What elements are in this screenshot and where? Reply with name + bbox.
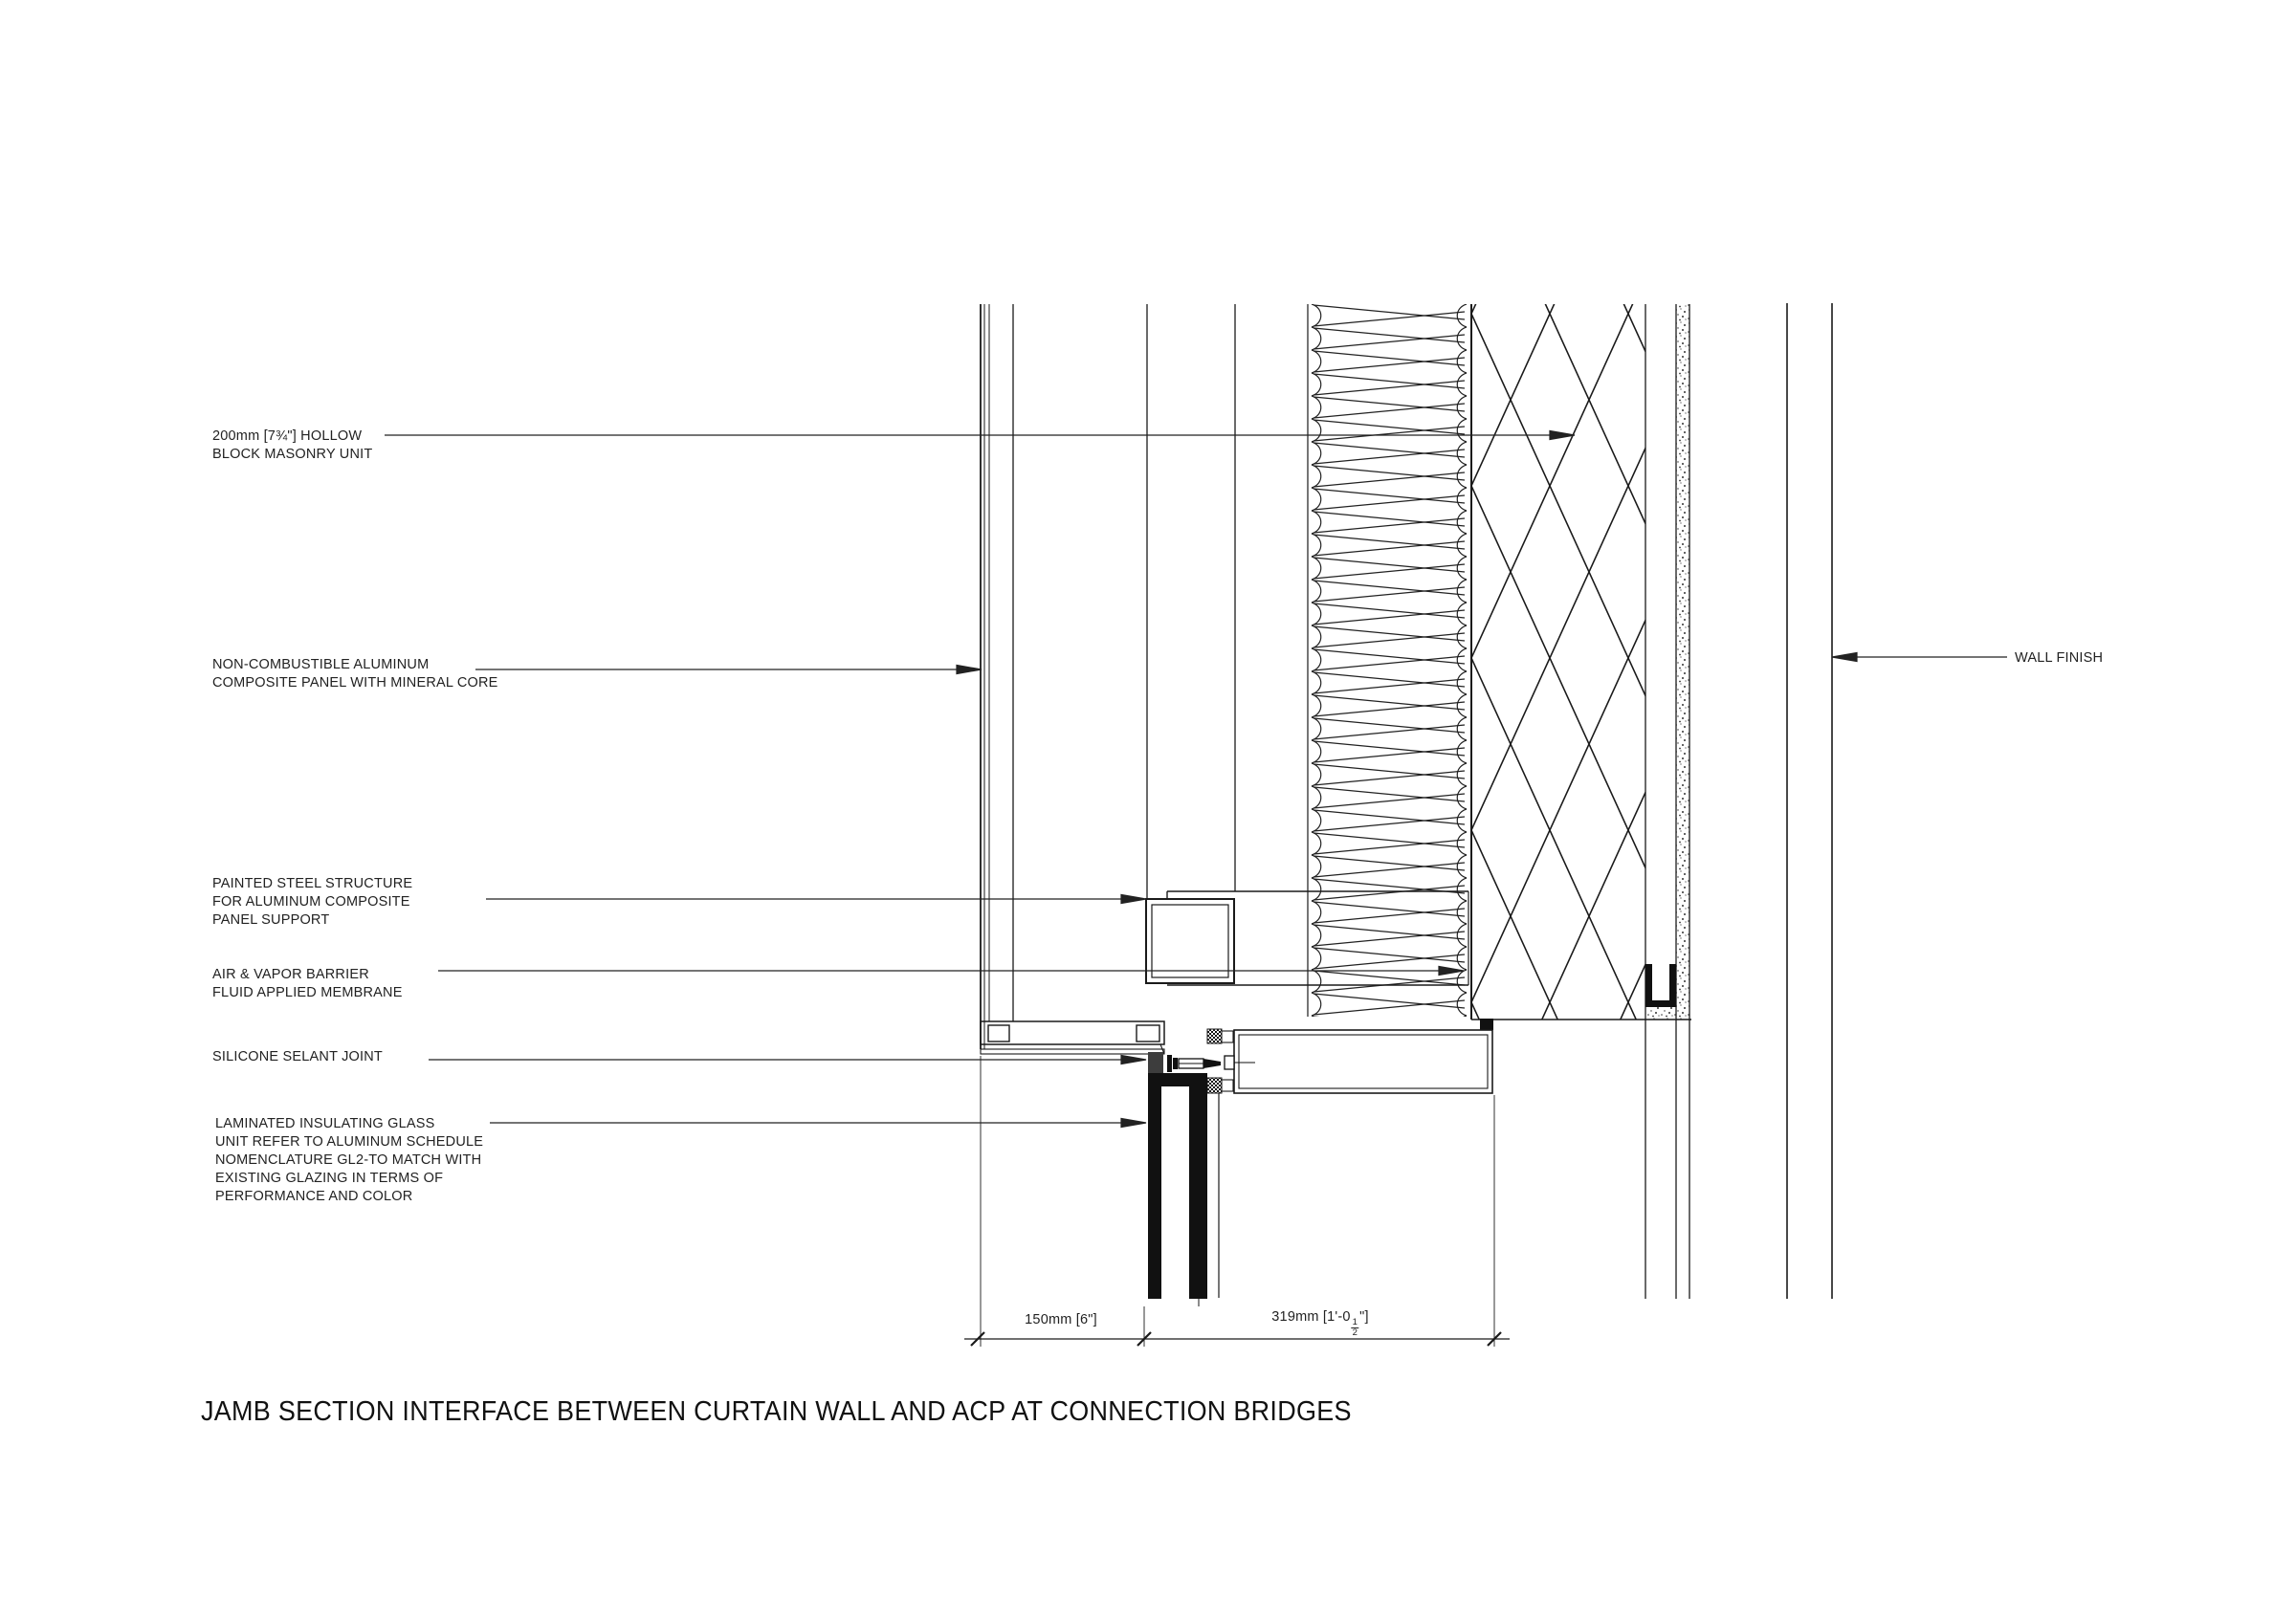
label-wall-finish xyxy=(2015,649,2103,668)
dimension-lines xyxy=(964,1056,1510,1347)
masonry-crosshatch xyxy=(1471,304,1691,1020)
drawing-title: JAMB SECTION INTERFACE BETWEEN CURTAIN WALL AND ACP AT CONNECTION BRIDGES xyxy=(201,1396,1352,1427)
aluminum-tube xyxy=(1234,1030,1492,1093)
acp-bottom-profile xyxy=(981,1021,1164,1054)
insulation-batt-hatch xyxy=(1308,304,1471,1020)
dimension-150mm: 150mm [6"] xyxy=(1025,1312,1097,1327)
label-line: WALL FINISH xyxy=(2015,650,2104,666)
label-line: PERFORMANCE AND COLOR xyxy=(215,1189,413,1204)
label-steel-structure xyxy=(212,875,412,930)
label-vapor-barrier xyxy=(212,966,403,1002)
membrane-end-cap xyxy=(1480,1019,1493,1030)
label-line: NON-COMBUSTIBLE ALUMINUM xyxy=(212,657,430,672)
silicone-joint-block xyxy=(1148,1052,1163,1073)
label-line: UNIT REFER TO ALUMINUM SCHEDULE xyxy=(215,1134,484,1150)
leader-silicone-joint xyxy=(429,1056,1146,1064)
corner-channel xyxy=(1645,964,1676,1020)
label-masonry xyxy=(212,428,372,464)
leader-steel-structure xyxy=(486,895,1146,904)
label-line: EXISTING GLAZING IN TERMS OF xyxy=(215,1171,444,1186)
leader-glass-unit xyxy=(490,1119,1146,1128)
label-glass-unit xyxy=(215,1115,483,1206)
label-line: BLOCK MASONRY UNIT xyxy=(212,447,373,462)
stacked-fraction: $\frac{1}{2}$ xyxy=(1352,1317,1358,1338)
label-line: NOMENCLATURE GL2-TO MATCH WITH xyxy=(215,1152,482,1168)
label-line: PAINTED STEEL STRUCTURE xyxy=(212,876,413,891)
label-line: LAMINATED INSULATING GLASS xyxy=(215,1116,435,1131)
wall-layer-lines xyxy=(1645,303,1832,1299)
label-silicone-joint xyxy=(212,1048,383,1066)
leader-acp-panel xyxy=(475,666,982,674)
dimension-319mm: 319mm [1'-0 $\frac{1}{2}$ "] xyxy=(1271,1309,1369,1338)
leader-lines xyxy=(385,431,2007,1128)
curtainwall-plane-lines xyxy=(1147,304,1235,899)
label-line: 200mm [7¾"] HOLLOW xyxy=(212,428,363,444)
leader-wall-finish xyxy=(1832,653,2007,662)
label-line: AIR & VAPOR BARRIER xyxy=(212,967,369,982)
wall-finish-stipple xyxy=(1676,304,1689,1020)
label-acp-panel xyxy=(212,656,498,692)
label-line: PANEL SUPPORT xyxy=(212,912,330,928)
laminated-glass-unit xyxy=(1148,1073,1219,1306)
label-line: FLUID APPLIED MEMBRANE xyxy=(212,985,403,1000)
acp-panel-lines xyxy=(981,304,1013,1049)
label-line: SILICONE SELANT JOINT xyxy=(212,1049,383,1064)
fastener-screw xyxy=(1167,1055,1255,1072)
label-line: COMPOSITE PANEL WITH MINERAL CORE xyxy=(212,675,498,691)
label-line: FOR ALUMINUM COMPOSITE xyxy=(212,894,410,910)
